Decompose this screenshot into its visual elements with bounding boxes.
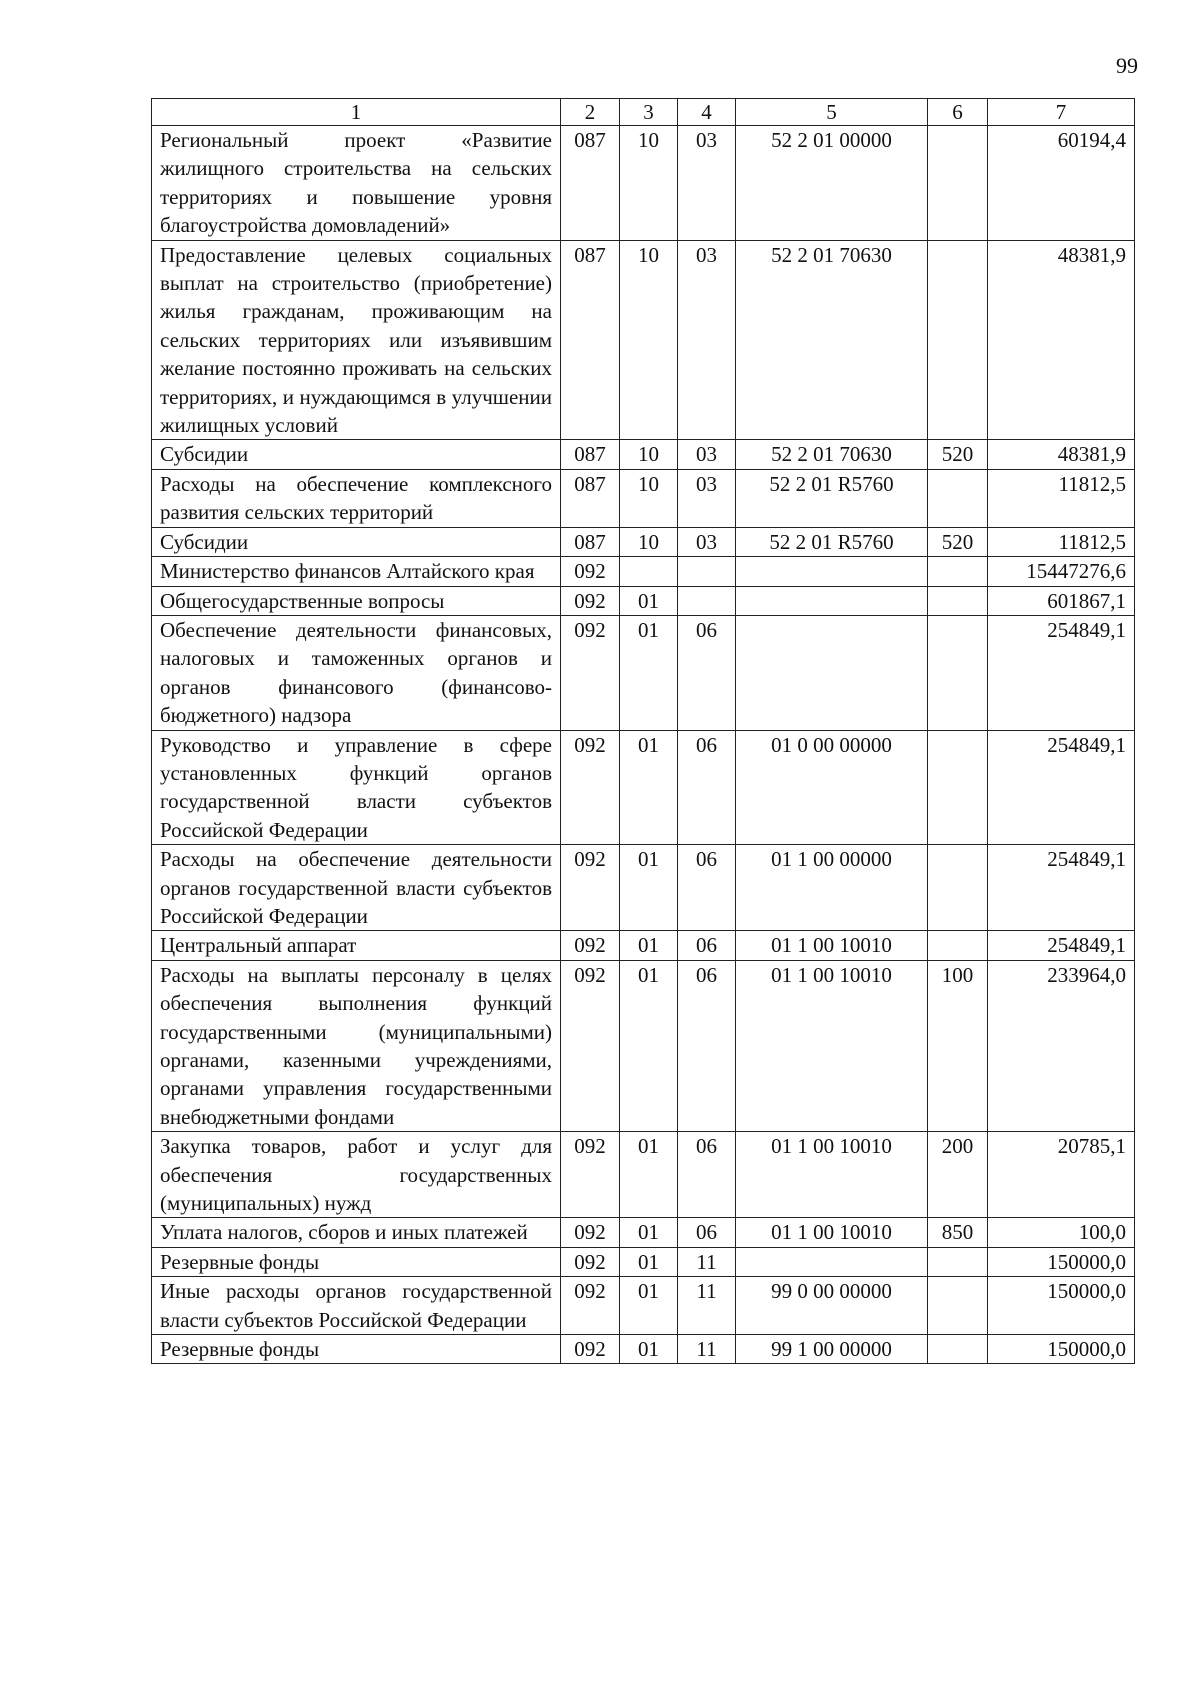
expense-type-cell: 100 xyxy=(928,960,988,1131)
table-row xyxy=(152,1277,1135,1335)
expense-type-cell xyxy=(928,845,988,931)
expense-name-cell: Расходы на обеспечение деятельности органов государственной власти субъектов Российской Федерации xyxy=(152,845,561,931)
expense-type-cell: 520 xyxy=(928,527,988,556)
amount-cell: 254849,1 xyxy=(988,931,1135,960)
subsection-cell: 06 xyxy=(678,1132,736,1218)
admin-code-cell: 092 xyxy=(561,931,620,960)
expense-name-cell: Субсидии xyxy=(152,527,561,556)
expense-name-cell: Центральный аппарат xyxy=(152,931,561,960)
target-item-cell xyxy=(736,615,928,730)
table-row xyxy=(152,615,1135,730)
subsection-cell: 06 xyxy=(678,615,736,730)
table-row xyxy=(152,126,1135,241)
column-header: 3 xyxy=(620,99,678,126)
amount-cell: 150000,0 xyxy=(988,1247,1135,1276)
admin-code-cell: 092 xyxy=(561,1218,620,1247)
table-row xyxy=(152,1218,1135,1247)
subsection-cell: 11 xyxy=(678,1335,736,1364)
target-item-cell: 99 0 00 00000 xyxy=(736,1277,928,1335)
amount-cell: 254849,1 xyxy=(988,845,1135,931)
subsection-cell: 11 xyxy=(678,1277,736,1335)
expense-type-cell: 200 xyxy=(928,1132,988,1218)
subsection-cell: 11 xyxy=(678,1247,736,1276)
section-cell: 10 xyxy=(620,126,678,241)
expense-name-cell: Общегосударственные вопросы xyxy=(152,586,561,615)
target-item-cell: 52 2 01 R5760 xyxy=(736,527,928,556)
target-item-cell xyxy=(736,1247,928,1276)
section-cell: 01 xyxy=(620,931,678,960)
table-row xyxy=(152,1247,1135,1276)
section-cell: 01 xyxy=(620,1277,678,1335)
expense-name-cell: Министерство финансов Алтайского края xyxy=(152,557,561,586)
table-body xyxy=(152,126,1135,1364)
table-row xyxy=(152,557,1135,586)
subsection-cell xyxy=(678,586,736,615)
expense-type-cell xyxy=(928,1335,988,1364)
admin-code-cell: 092 xyxy=(561,1335,620,1364)
admin-code-cell: 087 xyxy=(561,440,620,469)
page-number: 99 xyxy=(1116,53,1138,78)
table-row xyxy=(152,1132,1135,1218)
subsection-cell: 06 xyxy=(678,931,736,960)
subsection-cell: 06 xyxy=(678,730,736,845)
amount-cell: 11812,5 xyxy=(988,469,1135,527)
table-header-row xyxy=(152,99,1135,126)
expense-type-cell xyxy=(928,1247,988,1276)
target-item-cell: 01 0 00 00000 xyxy=(736,730,928,845)
target-item-cell xyxy=(736,586,928,615)
amount-cell: 150000,0 xyxy=(988,1277,1135,1335)
admin-code-cell: 087 xyxy=(561,469,620,527)
amount-cell: 48381,9 xyxy=(988,240,1135,440)
section-cell: 01 xyxy=(620,586,678,615)
table-row xyxy=(152,845,1135,931)
expense-type-cell xyxy=(928,557,988,586)
table-row xyxy=(152,931,1135,960)
section-cell: 01 xyxy=(620,730,678,845)
section-cell xyxy=(620,557,678,586)
section-cell: 10 xyxy=(620,469,678,527)
section-cell: 01 xyxy=(620,960,678,1131)
expense-name-cell: Руководство и управление в сфере установленных функций органов государственной власти субъектов Российской Федерации xyxy=(152,730,561,845)
expense-type-cell xyxy=(928,1277,988,1335)
expense-name-cell: Субсидии xyxy=(152,440,561,469)
admin-code-cell: 092 xyxy=(561,730,620,845)
admin-code-cell: 092 xyxy=(561,1247,620,1276)
subsection-cell: 06 xyxy=(678,845,736,931)
admin-code-cell: 092 xyxy=(561,1277,620,1335)
column-header: 6 xyxy=(928,99,988,126)
column-header: 1 xyxy=(152,99,561,126)
section-cell: 01 xyxy=(620,1247,678,1276)
admin-code-cell: 092 xyxy=(561,845,620,931)
expense-type-cell xyxy=(928,469,988,527)
amount-cell: 601867,1 xyxy=(988,586,1135,615)
amount-cell: 150000,0 xyxy=(988,1335,1135,1364)
subsection-cell xyxy=(678,557,736,586)
section-cell: 01 xyxy=(620,1335,678,1364)
expense-type-cell xyxy=(928,240,988,440)
amount-cell: 254849,1 xyxy=(988,615,1135,730)
expense-name-cell: Уплата налогов, сборов и иных платежей xyxy=(152,1218,561,1247)
target-item-cell: 52 2 01 00000 xyxy=(736,126,928,241)
admin-code-cell: 092 xyxy=(561,1132,620,1218)
table-row xyxy=(152,440,1135,469)
subsection-cell: 06 xyxy=(678,960,736,1131)
target-item-cell: 01 1 00 00000 xyxy=(736,845,928,931)
admin-code-cell: 092 xyxy=(561,615,620,730)
column-header: 4 xyxy=(678,99,736,126)
subsection-cell: 03 xyxy=(678,126,736,241)
target-item-cell xyxy=(736,557,928,586)
admin-code-cell: 092 xyxy=(561,960,620,1131)
expense-type-cell xyxy=(928,730,988,845)
subsection-cell: 06 xyxy=(678,1218,736,1247)
expense-name-cell: Резервные фонды xyxy=(152,1335,561,1364)
admin-code-cell: 087 xyxy=(561,126,620,241)
section-cell: 01 xyxy=(620,615,678,730)
column-header: 2 xyxy=(561,99,620,126)
section-cell: 01 xyxy=(620,1218,678,1247)
amount-cell: 15447276,6 xyxy=(988,557,1135,586)
target-item-cell: 52 2 01 R5760 xyxy=(736,469,928,527)
expense-type-cell xyxy=(928,126,988,241)
admin-code-cell: 087 xyxy=(561,527,620,556)
section-cell: 10 xyxy=(620,240,678,440)
target-item-cell: 01 1 00 10010 xyxy=(736,1218,928,1247)
amount-cell: 11812,5 xyxy=(988,527,1135,556)
target-item-cell: 01 1 00 10010 xyxy=(736,1132,928,1218)
section-cell: 01 xyxy=(620,1132,678,1218)
expense-type-cell: 850 xyxy=(928,1218,988,1247)
expense-name-cell: Расходы на выплаты персоналу в целях обеспечения выполнения функций государственными (муниципальными) органами, казенными учреждениями, органами управления государственными внебюджетными фондами xyxy=(152,960,561,1131)
target-item-cell: 52 2 01 70630 xyxy=(736,440,928,469)
admin-code-cell: 087 xyxy=(561,240,620,440)
column-header: 7 xyxy=(988,99,1135,126)
subsection-cell: 03 xyxy=(678,240,736,440)
section-cell: 10 xyxy=(620,527,678,556)
table-row xyxy=(152,240,1135,440)
expense-name-cell: Региональный проект «Развитие жилищного строительства на сельских территориях и повышение уровня благоустройства домовладений» xyxy=(152,126,561,241)
expense-name-cell: Предоставление целевых социальных выплат на строительство (приобретение) жилья гражданам, проживающим на сельских территориях или изъявившим желание постоянно проживать на сельских территориях, и нуждающимся в улучшении жилищных условий xyxy=(152,240,561,440)
expense-name-cell: Обеспечение деятельности финансовых, налоговых и таможенных органов и органов финансового (финансово-бюджетного) надзора xyxy=(152,615,561,730)
expense-type-cell xyxy=(928,586,988,615)
target-item-cell: 99 1 00 00000 xyxy=(736,1335,928,1364)
admin-code-cell: 092 xyxy=(561,586,620,615)
section-cell: 10 xyxy=(620,440,678,469)
expense-type-cell xyxy=(928,931,988,960)
table-row xyxy=(152,730,1135,845)
expense-name-cell: Закупка товаров, работ и услуг для обеспечения государственных (муниципальных) нужд xyxy=(152,1132,561,1218)
table-row xyxy=(152,527,1135,556)
target-item-cell: 01 1 00 10010 xyxy=(736,960,928,1131)
amount-cell: 233964,0 xyxy=(988,960,1135,1131)
expense-type-cell: 520 xyxy=(928,440,988,469)
table-row xyxy=(152,960,1135,1131)
target-item-cell: 52 2 01 70630 xyxy=(736,240,928,440)
amount-cell: 254849,1 xyxy=(988,730,1135,845)
subsection-cell: 03 xyxy=(678,527,736,556)
subsection-cell: 03 xyxy=(678,469,736,527)
expense-name-cell: Расходы на обеспечение комплексного развития сельских территорий xyxy=(152,469,561,527)
expense-name-cell: Резервные фонды xyxy=(152,1247,561,1276)
amount-cell: 48381,9 xyxy=(988,440,1135,469)
section-cell: 01 xyxy=(620,845,678,931)
column-header: 5 xyxy=(736,99,928,126)
expense-type-cell xyxy=(928,615,988,730)
table-row xyxy=(152,469,1135,527)
table-row xyxy=(152,586,1135,615)
subsection-cell: 03 xyxy=(678,440,736,469)
expense-name-cell: Иные расходы органов государственной власти субъектов Российской Федерации xyxy=(152,1277,561,1335)
admin-code-cell: 092 xyxy=(561,557,620,586)
amount-cell: 20785,1 xyxy=(988,1132,1135,1218)
table-row xyxy=(152,1335,1135,1364)
target-item-cell: 01 1 00 10010 xyxy=(736,931,928,960)
amount-cell: 60194,4 xyxy=(988,126,1135,241)
amount-cell: 100,0 xyxy=(988,1218,1135,1247)
budget-table xyxy=(151,98,1135,1364)
